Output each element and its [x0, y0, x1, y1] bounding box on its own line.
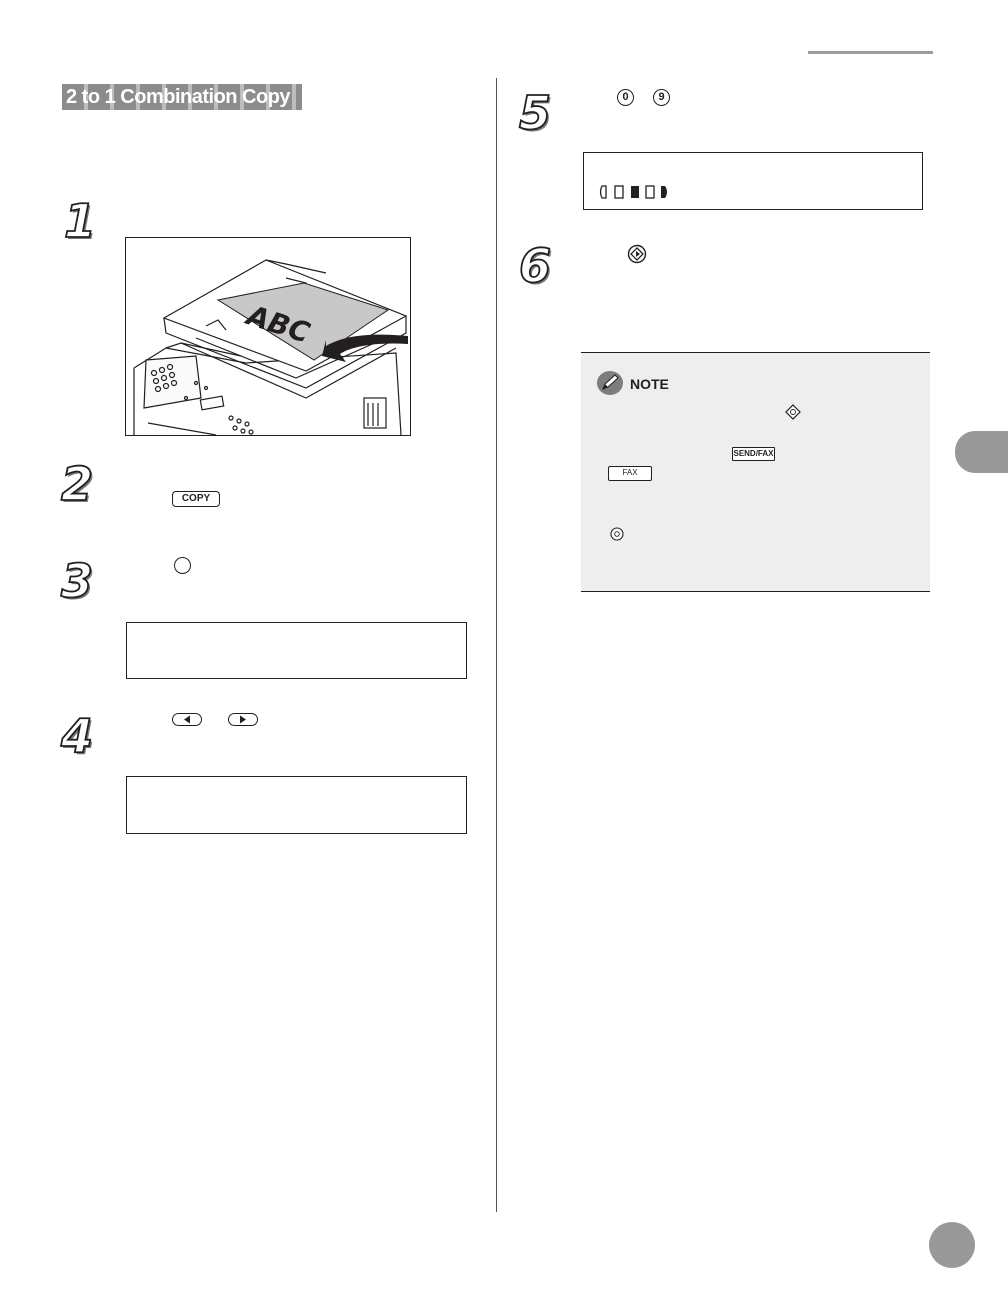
lcd-display-step-4 — [126, 776, 467, 834]
step-number-6: 6 — [519, 239, 552, 293]
tone-key-icon — [785, 404, 801, 420]
chapter-tab — [955, 431, 1008, 473]
pencil-icon — [596, 370, 624, 396]
note-label: NOTE — [630, 376, 669, 392]
lcd-display-step-3 — [126, 622, 467, 679]
header-rule — [808, 51, 933, 54]
section-title — [62, 84, 302, 110]
column-divider — [496, 78, 497, 1212]
left-arrow-key — [172, 713, 202, 726]
send-fax-key: SEND/FAX — [732, 447, 775, 461]
right-arrow-icon — [229, 714, 257, 725]
right-arrow-key — [228, 713, 258, 726]
printer-illustration — [126, 238, 410, 435]
left-arrow-icon — [173, 714, 201, 725]
step-number-4: 4 — [61, 709, 94, 763]
step-number-1: 1 — [64, 194, 97, 248]
nine-key: 9 — [653, 89, 670, 106]
step-number-5: 5 — [519, 86, 552, 140]
stop-icon — [610, 527, 624, 541]
fax-key: FAX — [608, 466, 652, 481]
start-icon — [627, 244, 647, 264]
page-layout-icon — [598, 183, 688, 203]
lcd-display-step-5 — [583, 152, 923, 210]
step-number-2: 2 — [61, 457, 94, 511]
document-feeder-illustration — [125, 237, 411, 436]
zero-key: 0 — [617, 89, 634, 106]
section-title-text: 2 to 1 Combination Copy — [66, 86, 291, 108]
copy-key: COPY — [172, 491, 220, 507]
step-number-3: 3 — [61, 554, 94, 608]
note-box — [581, 352, 930, 592]
paper-text: ABC — [243, 298, 314, 350]
page-number-badge — [929, 1222, 975, 1268]
circle-key-icon — [174, 557, 191, 574]
